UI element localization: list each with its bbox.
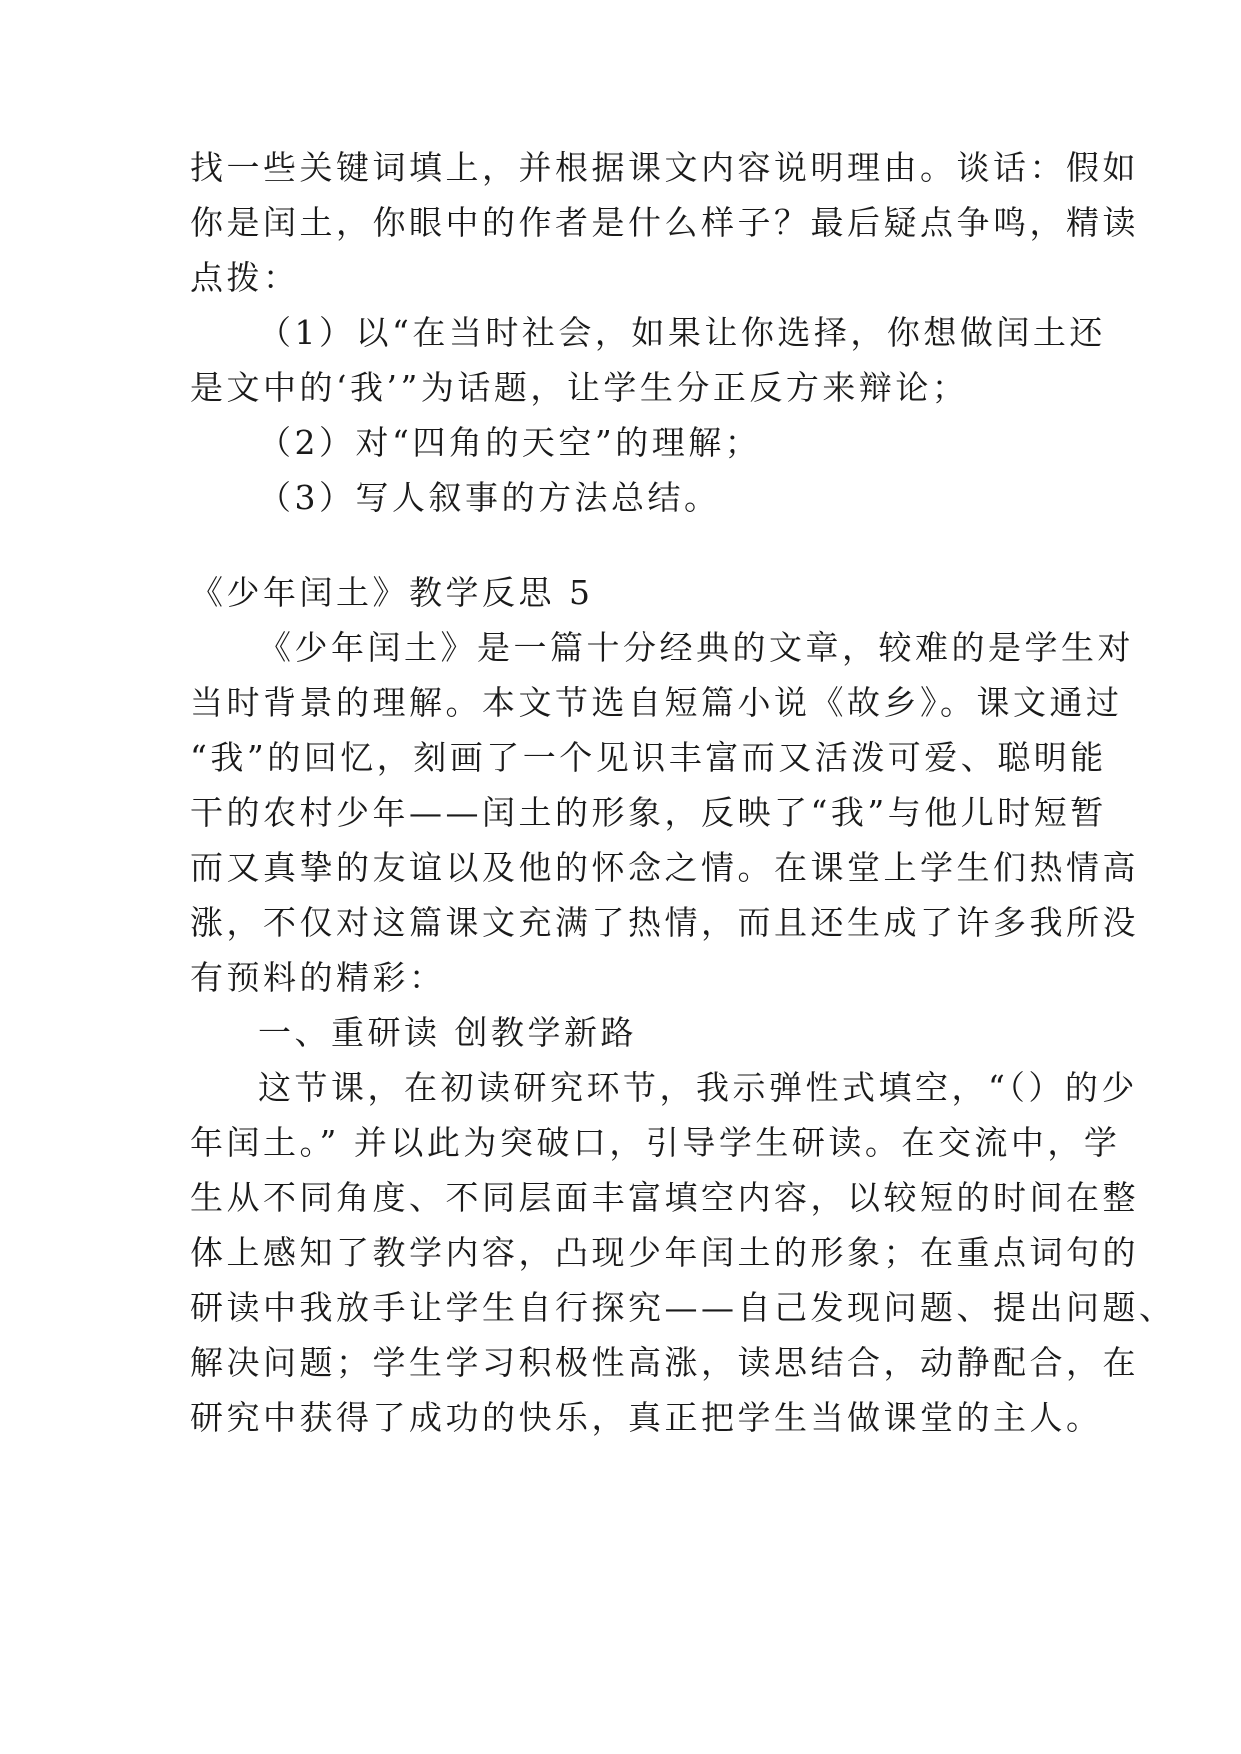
text-line: 体上感知了教学内容，凸现少年闰土的形象；在重点词句的 xyxy=(190,1233,1139,1272)
section-title: 《少年闰土》教学反思 5 xyxy=(190,573,594,612)
numbered-list xyxy=(190,305,1106,525)
text-line: 研究中获得了成功的快乐，真正把学生当做课堂的主人。 xyxy=(190,1398,1103,1437)
text-line: 找一些关键词填上，并根据课文内容说明理由。谈话：假如 xyxy=(190,148,1139,187)
list-item xyxy=(190,305,1106,415)
text-line: 点拨： xyxy=(190,258,300,297)
text-line: （2）对“四角的天空”的理解； xyxy=(258,423,762,462)
text-line: 《少年闰土》是一篇十分经典的文章，较难的是学生对 xyxy=(258,628,1134,667)
text-line: （1）以“在当时社会，如果让你选择，你想做闰土还 xyxy=(258,313,1106,352)
section-spacer xyxy=(190,525,1052,565)
text-line: 生从不同角度、不同层面丰富填空内容，以较短的时间在整 xyxy=(190,1178,1139,1217)
text-line: 有预料的精彩： xyxy=(190,958,446,997)
text-line: “我”的回忆，刻画了一个见识丰富而又活泼可爱、聪明能 xyxy=(190,738,1107,777)
text-line: 是文中的‘我’”为话题，让学生分正反方来辩论； xyxy=(190,368,969,407)
text-line: 这节课，在初读研究环节，我示弹性式填空，“（）的少 xyxy=(258,1068,1138,1107)
text-line: 当时背景的理解。本文节选自短篇小说《故乡》。课文通过 xyxy=(190,683,1123,722)
subheading: 一、重研读 创教学新路 xyxy=(258,1013,637,1052)
list-item xyxy=(190,415,1052,470)
text-line: 年闰土。” 并以此为突破口，引导学生研读。在交流中，学 xyxy=(190,1123,1121,1162)
text-line: 干的农村少年——闰土的形象，反映了“我”与他儿时短暂 xyxy=(190,793,1107,832)
text-line: 涨，不仅对这篇课文充满了热情，而且还生成了许多我所没 xyxy=(190,903,1139,942)
list-item xyxy=(190,470,1052,525)
body-paragraph xyxy=(190,620,1139,1005)
body-paragraph xyxy=(190,1060,1176,1445)
text-line: （3）写人叙事的方法总结。 xyxy=(258,478,721,517)
intro-paragraph xyxy=(190,140,1139,305)
text-line: 解决问题；学生学习积极性高涨，读思结合，动静配合，在 xyxy=(190,1343,1139,1382)
text-line: 研读中我放手让学生自行探究——自己发现问题、提出问题、 xyxy=(190,1288,1176,1327)
text-line: 你是闰土，你眼中的作者是什么样子？最后疑点争鸣，精读 xyxy=(190,203,1139,242)
text-line: 而又真挚的友谊以及他的怀念之情。在课堂上学生们热情高 xyxy=(190,848,1139,887)
document-page xyxy=(190,140,1176,1445)
